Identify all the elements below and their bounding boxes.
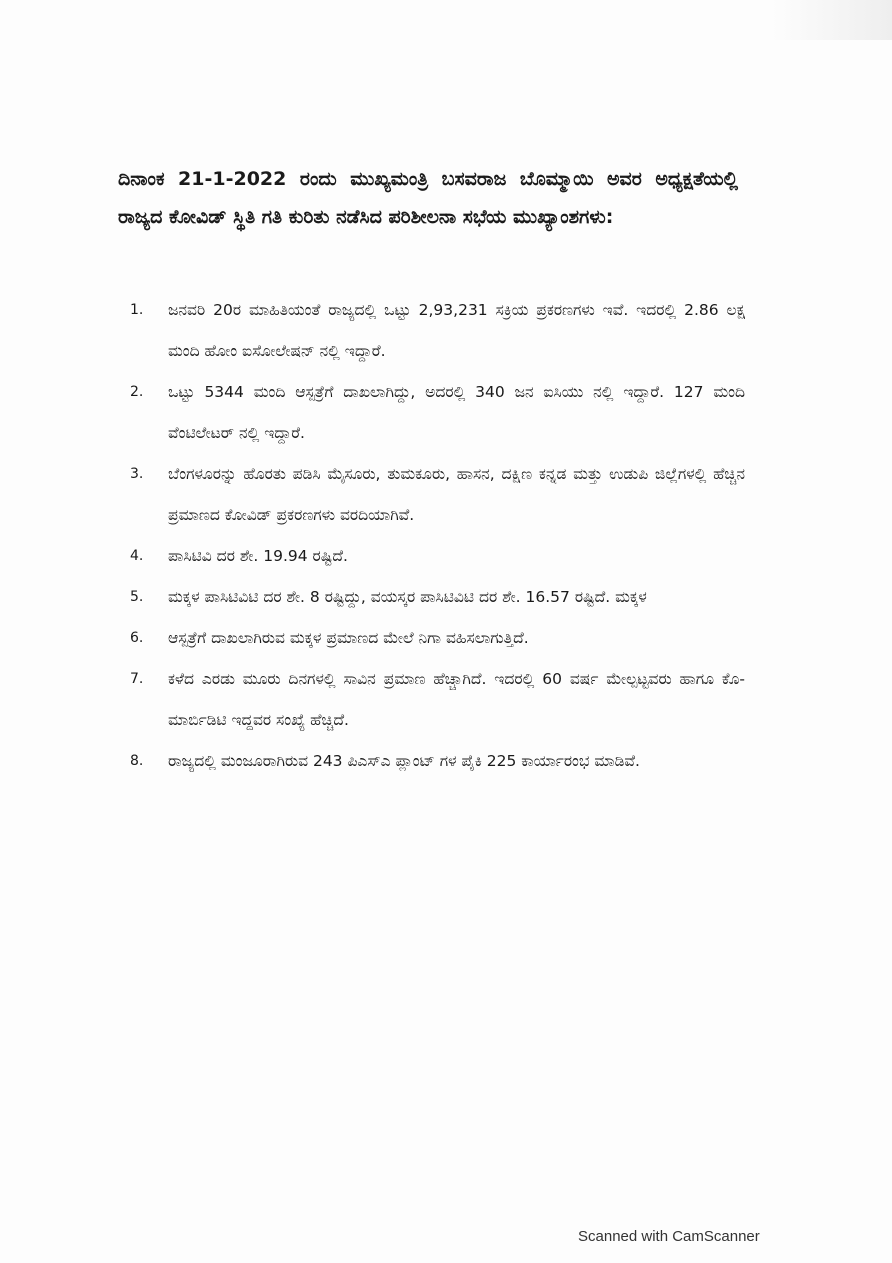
list-item [130, 372, 745, 454]
points-list [130, 290, 745, 782]
scanner-watermark: Scanned with CamScanner [578, 1228, 760, 1245]
list-item [130, 618, 745, 659]
item-text: ಪಾಸಿಟಿವಿ ದರ ಶೇ. 19.94 ರಷ್ಟಿದೆ. [168, 547, 348, 565]
item-number: 2. [130, 384, 144, 400]
item-number: 7. [130, 671, 144, 687]
scan-edge-shadow [772, 0, 892, 40]
item-number: 8. [130, 753, 144, 769]
item-text: ಜನವರಿ 20ರ ಮಾಹಿತಿಯಂತೆ ರಾಜ್ಯದಲ್ಲಿ ಒಟ್ಟು 2,93,231 ಸಕ್ರಿಯ ಪ್ರಕರಣಗಳು ಇವೆ. ಇದರಲ್ಲಿ 2.86 ಲಕ್ಷ ಮಂದಿ ಹೋಂ ಐಸೋಲೇಷನ್ ನಲ್ಲಿ ಇದ್ದಾರೆ. [168, 301, 745, 360]
item-text: ಕಳೆದ ಎರಡು ಮೂರು ದಿನಗಳಲ್ಲಿ ಸಾವಿನ ಪ್ರಮಾಣ ಹೆಚ್ಚಾಗಿದೆ. ಇದರಲ್ಲಿ 60 ವರ್ಷ ಮೇಲ್ಪಟ್ಟವರು ಹಾಗೂ ಕೊ-ಮಾರ್ಬಿಡಿಟಿ ಇದ್ದವರ ಸಂಖ್ಯೆ ಹೆಚ್ಚಿದೆ. [168, 670, 745, 729]
item-text: ರಾಜ್ಯದಲ್ಲಿ ಮಂಜೂರಾಗಿರುವ 243 ಪಿಎಸ್ಎ ಪ್ಲಾಂಟ್ ಗಳ ಪೈಕಿ 225 ಕಾರ್ಯಾರಂಭ ಮಾಡಿವೆ. [168, 752, 640, 770]
document-heading: ದಿನಾಂಕ 21-1-2022 ರಂದು ಮುಖ್ಯಮಂತ್ರಿ ಬಸವರಾಜ ಬೊಮ್ಮಾಯಿ ಅವರ ಅಧ್ಯಕ್ಷತೆಯಲ್ಲಿ ರಾಜ್ಯದ ಕೋವಿಡ್ ಸ್ಥಿತಿ ಗತಿ ಕುರಿತು ನಡೆಸಿದ ಪರಿಶೀಲನಾ ಸಭೆಯ ಮುಖ್ಯಾಂಶಗಳು: [118, 168, 738, 228]
list-item [130, 290, 745, 372]
list-item [130, 659, 745, 741]
item-text: ಒಟ್ಟು 5344 ಮಂದಿ ಆಸ್ಪತ್ರೆಗೆ ದಾಖಲಾಗಿದ್ದು, ಅದರಲ್ಲಿ 340 ಜನ ಐಸಿಯು ನಲ್ಲಿ ಇದ್ದಾರೆ. 127 ಮಂದಿ ವೆಂಟಿಲೇಟರ್ ನಲ್ಲಿ ಇದ್ದಾರೆ. [168, 383, 745, 442]
item-number: 6. [130, 630, 144, 646]
list-item [130, 536, 745, 577]
item-number: 3. [130, 466, 144, 482]
item-text: ಬೆಂಗಳೂರನ್ನು ಹೊರತು ಪಡಿಸಿ ಮೈಸೂರು, ತುಮಕೂರು, ಹಾಸನ, ದಕ್ಷಿಣ ಕನ್ನಡ ಮತ್ತು ಉಡುಪಿ ಜಿಲ್ಲೆಗಳಲ್ಲಿ ಹೆಚ್ಚಿನ ಪ್ರಮಾಣದ ಕೋವಿಡ್ ಪ್ರಕರಣಗಳು ವರದಿಯಾಗಿವೆ. [168, 465, 745, 524]
item-number: 4. [130, 548, 144, 564]
item-text: ಮಕ್ಕಳ ಪಾಸಿಟಿವಿಟಿ ದರ ಶೇ. 8 ರಷ್ಟಿದ್ದು, ವಯಸ್ಕರ ಪಾಸಿಟಿವಿಟಿ ದರ ಶೇ. 16.57 ರಷ್ಟಿದೆ. ಮಕ್ಕಳ [168, 588, 647, 606]
item-number: 1. [130, 302, 144, 318]
list-item [130, 741, 745, 782]
list-item [130, 454, 745, 536]
list-item [130, 577, 745, 618]
item-text: ಆಸ್ಪತ್ರೆಗೆ ದಾಖಲಾಗಿರುವ ಮಕ್ಕಳ ಪ್ರಮಾಣದ ಮೇಲೆ ನಿಗಾ ವಹಿಸಲಾಗುತ್ತಿದೆ. [168, 629, 529, 647]
item-number: 5. [130, 589, 144, 605]
